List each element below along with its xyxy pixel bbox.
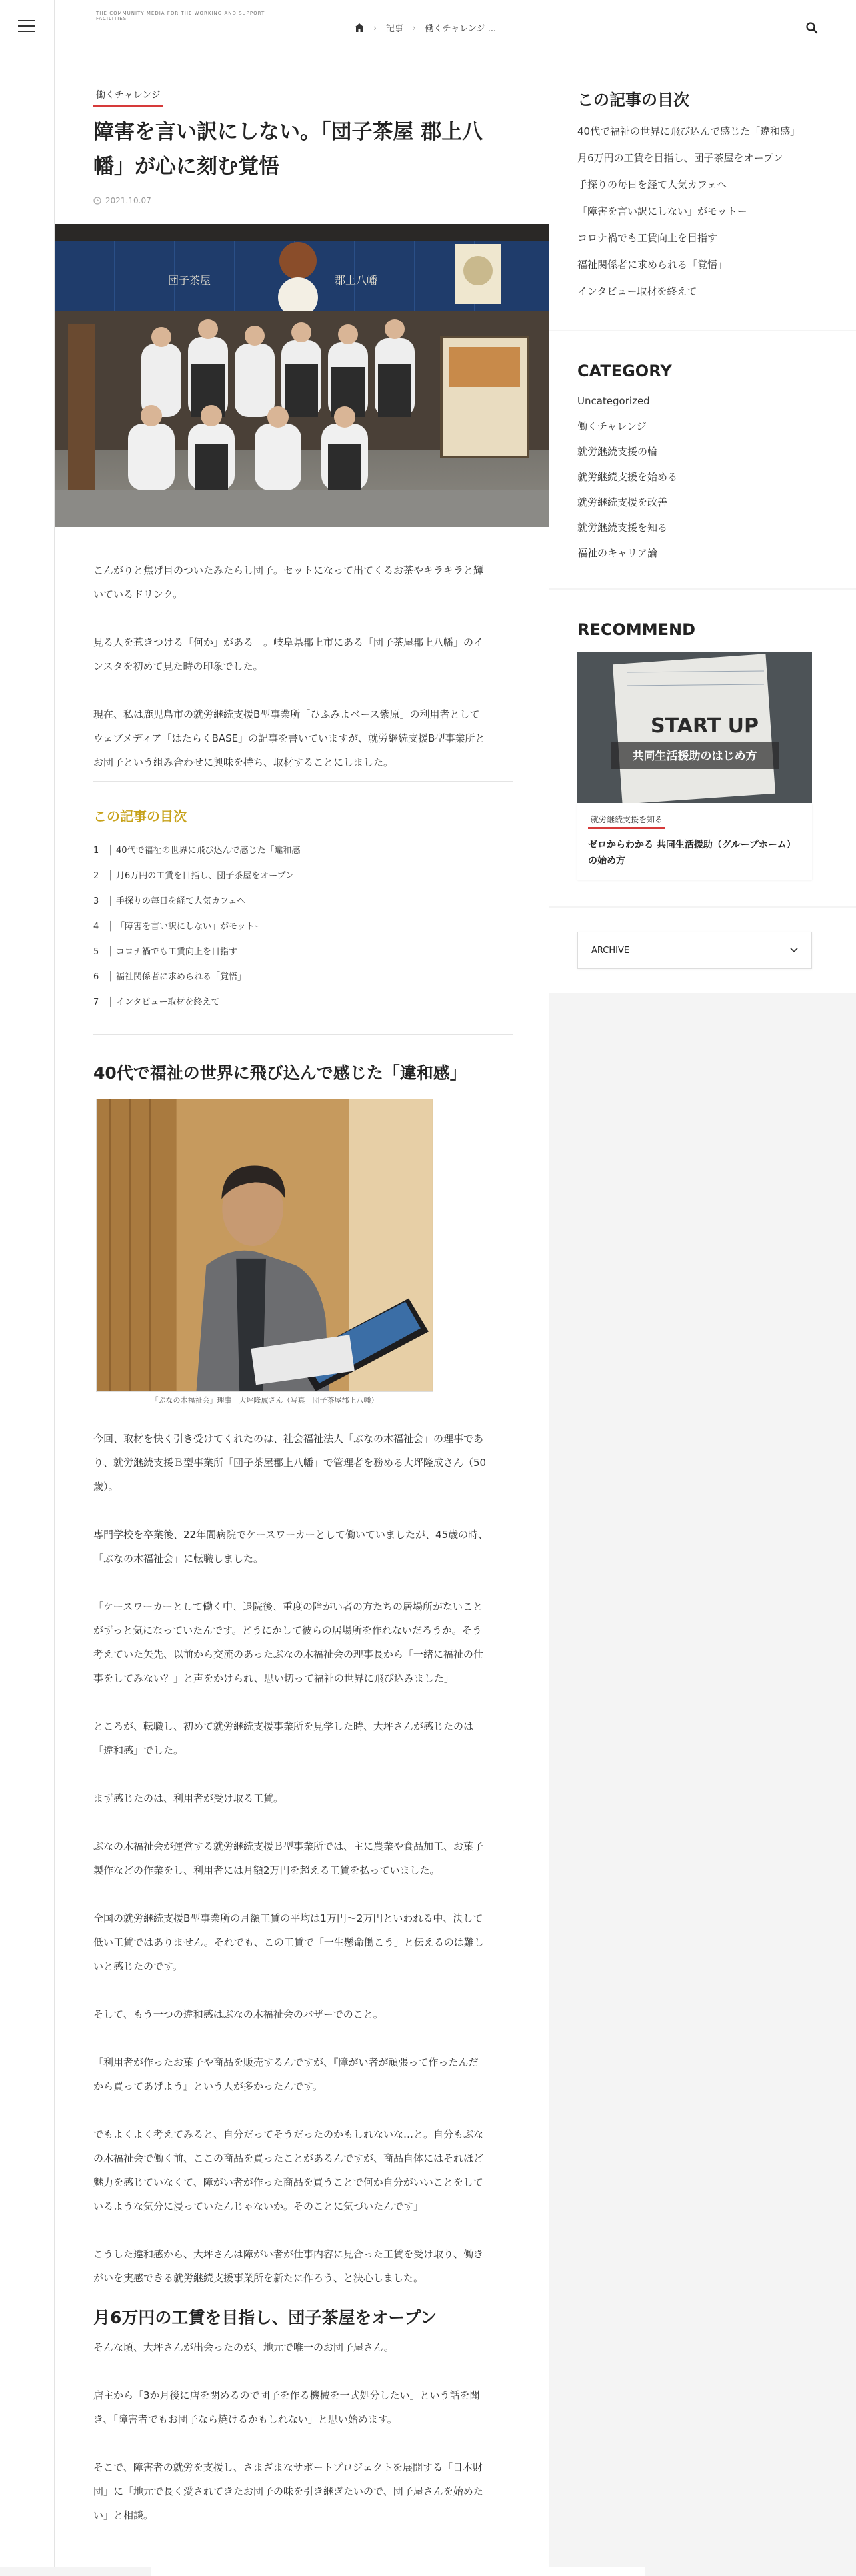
article-title: 障害を言い訳にしない。「団子茶屋 郡上八幡」が心に刻む覚悟 bbox=[93, 120, 483, 179]
toc-item[interactable]: 7 │ インタビュー取材を終えて bbox=[93, 997, 220, 1007]
sidebar-toc-item[interactable]: インタビュー取材を終えて bbox=[577, 285, 697, 297]
body-paragraph: 「利用者が作ったお菓子や商品を販売するんですが、『障がい者が頑張って作ったんだ から買ってあげよう』という人が多かったんです。 bbox=[93, 2056, 479, 2092]
intro-paragraph: 見る人を惹きつける「何か」がある－。岐阜県郡上市にある「団子茶屋郡上八幡」のイ ンスタを初めて見た時の印象でした。 bbox=[93, 636, 484, 672]
post-date bbox=[93, 196, 513, 205]
search-icon[interactable] bbox=[805, 21, 819, 35]
intro-paragraph: こんがりと焦げ目のついたみたらし団子。セットになって出てくるお茶やキラキラと輝 いているドリンク。 bbox=[93, 564, 484, 600]
main-content bbox=[55, 57, 549, 2567]
sidebar bbox=[549, 57, 856, 2567]
recommend-article-title[interactable]: ゼロからわかる 共同生活援助（グループホーム）の始め方 bbox=[588, 840, 796, 866]
table-of-contents bbox=[93, 781, 513, 1035]
body-paragraph: 今回、取材を快く引き受けてくれたのは、社会福祉法人「ぶなの木福祉会」の理事であ り、就労継続支援Ｂ型事業所「団子茶屋郡上八幡」で管理者を務める大坪隆成さん（50 歳）。 bbox=[93, 1433, 487, 1493]
toc-item[interactable]: 4 │ 「障害を言い訳にしない」がモットー bbox=[93, 922, 263, 932]
chevron-right-icon: › bbox=[412, 23, 416, 33]
post-date-text: 2021.10.07 bbox=[105, 196, 151, 205]
section-heading: 40代で福祉の世界に飛び込んで感じた「違和感」 bbox=[93, 1063, 467, 1083]
archive-label: ARCHIVE bbox=[591, 945, 630, 956]
section-heading: 月6万円の工賃を目指し、団子茶屋をオープン bbox=[93, 2308, 437, 2327]
body-paragraph: でもよくよく考えてみると、自分だってそうだったのかもしれないな…と。自分もぶな の木福祉会で働く前、ここの商品を買ったことがあるんですが、商品自体にはそれほど 魅力を感じていなくて、障がい者が作った商品を買うことで何か自分がいいことをして いるような気分に浸っていたんじゃないか。そのことに気づいたんです」 bbox=[93, 2128, 484, 2212]
toc-title: この記事の目次 bbox=[93, 808, 187, 824]
chevron-down-icon bbox=[790, 948, 798, 953]
sidebar-toc-item[interactable]: 40代で福祉の世界に飛び込んで感じた「違和感」 bbox=[577, 125, 801, 137]
sidebar-toc-item[interactable]: 福祉関係者に求められる「覚悟」 bbox=[577, 259, 728, 271]
sidebar-archive bbox=[549, 908, 856, 993]
category-item[interactable]: 就労継続支援を改善 bbox=[577, 496, 668, 508]
menu-icon[interactable] bbox=[18, 20, 35, 33]
category-item[interactable]: 働くチャレンジ bbox=[577, 420, 647, 432]
toc-item[interactable]: 1 │ 40代で福祉の世界に飛び込んで感じた「違和感」 bbox=[93, 846, 309, 856]
site-logo[interactable] bbox=[96, 9, 269, 47]
recommend-title: RECOMMEND bbox=[577, 620, 696, 639]
chevron-right-icon: › bbox=[373, 23, 377, 33]
shop-staff-photo bbox=[55, 224, 549, 527]
body-paragraph: 「ケースワーカーとして働く中、退院後、重度の障がい者の方たちの居場所がないこと がずっと気になっていたんです。どうにかして彼らの居場所を作れないだろうか。そう 考えていた矢先、以前から交流のあったぶなの木福祉会の理事長から「一緒に福祉の仕 事をしてみない？」と声をかけられ、思い切って福祉の世界に飛び込みました」 bbox=[93, 1601, 483, 1684]
toc-item[interactable]: 6 │ 福祉関係者に求められる「覚悟」 bbox=[93, 972, 246, 982]
body-paragraph: ぶなの木福祉会が運営する就労継続支援Ｂ型事業所では、主に農業や食品加工、お菓子 製作などの作業をし、利用者には月額2万円を超える工賃を払っていました。 bbox=[93, 1840, 484, 1876]
category-item[interactable]: Uncategorized bbox=[577, 395, 650, 407]
body-paragraph: こうした違和感から、大坪さんは障がい者が仕事内容に見合った工賃を受け取り、働き がいを実感できる就労継続支援事業所を新たに作ろう、と決心しました。 bbox=[93, 2248, 484, 2284]
category-item[interactable]: 就労継続支援を始める bbox=[577, 471, 678, 483]
toc-item[interactable]: 2 │ 月6万円の工賃を目指し、団子茶屋をオープン bbox=[93, 871, 295, 881]
home-icon[interactable] bbox=[355, 23, 364, 32]
sidebar-category bbox=[549, 331, 856, 588]
recommend-image bbox=[577, 652, 812, 803]
category-item[interactable]: 福祉のキャリア論 bbox=[577, 547, 658, 559]
recommend-category[interactable]: 就労継続支援を知る bbox=[588, 814, 665, 829]
body-paragraph: そして、もう一つの違和感はぶなの木福祉会のバザーでのこと。 bbox=[93, 2008, 383, 2020]
article-header bbox=[93, 88, 513, 205]
figure bbox=[96, 1099, 433, 1408]
article-body bbox=[93, 558, 513, 2551]
toc-item[interactable]: 5 │ コロナ禍でも工賃向上を目指す bbox=[93, 947, 237, 957]
noren-right-text: 郡上八幡 bbox=[335, 274, 378, 287]
category-link[interactable]: 働くチャレンジ bbox=[93, 88, 163, 107]
category-item[interactable]: 就労継続支援を知る bbox=[577, 522, 668, 534]
header bbox=[55, 0, 856, 57]
hero-image bbox=[55, 224, 549, 527]
interview-photo bbox=[96, 1099, 433, 1392]
body-paragraph: 店主から「3か月後に店を閉めるので団子を作る機械を一式処分したい」という話を聞 き、「障害者でもお団子なら焼けるかもしれない」と思い始めます。 bbox=[93, 2389, 480, 2425]
intro-paragraph: 現在、私は鹿児島市の就労継続支援B型事業所「ひふみよベース紫原」の利用者として ウェブメディア「はたらくBASE」の記事を書いていますが、就労継続支援B型事業所と お団子という組み合わせに興味を持ち、取材することにしました。 bbox=[93, 708, 485, 768]
category-item[interactable]: 就労継続支援の輪 bbox=[577, 446, 658, 458]
noren-left-text: 団子茶屋 bbox=[168, 274, 211, 287]
logo-tagline: THE COMMUNITY MEDIA FOR THE WORKING AND SUPPORT FACILITIES bbox=[96, 11, 265, 21]
left-rail bbox=[0, 0, 55, 2567]
breadcrumb-item[interactable]: 働くチャレンジ ... bbox=[425, 24, 497, 34]
body-paragraph: ところが、転職し、初めて就労継続支援事業所を見学した時、大坪さんが感じたのは 「違和感」でした。 bbox=[93, 1720, 474, 1756]
sidebar-toc bbox=[549, 57, 856, 330]
figure-caption: 「ぶなの木福祉会」理事 大坪隆成さん（写真＝団子茶屋郡上八幡） bbox=[151, 1396, 379, 1405]
archive-dropdown[interactable] bbox=[577, 932, 812, 969]
body-paragraph: 専門学校を卒業後、22年間病院でケースワーカーとして働いていましたが、45歳の時、 「ぶなの木福祉会」に転職しました。 bbox=[93, 1529, 489, 1565]
recommend-card[interactable] bbox=[577, 652, 828, 880]
recommend-image-caption: 共同生活援助のはじめ方 bbox=[632, 750, 757, 763]
breadcrumb bbox=[355, 21, 496, 34]
sidebar-recommend bbox=[549, 590, 856, 906]
clock-icon bbox=[93, 197, 101, 205]
body-paragraph: まず感じたのは、利用者が受け取る工賃。 bbox=[93, 1792, 284, 1804]
category-title: CATEGORY bbox=[577, 362, 672, 380]
breadcrumb-item[interactable]: 記事 bbox=[385, 24, 403, 34]
sidebar-toc-title: この記事の目次 bbox=[577, 91, 689, 109]
sidebar-toc-item[interactable]: コロナ禍でも工賃向上を目指す bbox=[577, 232, 718, 244]
sidebar-toc-item[interactable]: 月6万円の工賃を目指し、団子茶屋をオープン bbox=[577, 152, 783, 164]
body-paragraph: 全国の就労継続支援B型事業所の月額工賃の平均は1万円〜2万円といわれる中、決して 低い工賃ではありません。それでも、この工賃で「一生懸命働こう」と伝えるのは難し いと感じたのです。 bbox=[93, 1912, 484, 1972]
body-paragraph: そこで、障害者の就労を支援し、さまざまなサポートプロジェクトを展開する「日本財 団」に「地元で長く愛されてきたお団子の味を引き継ぎたいので、団子屋さんを始めた い」と相談。 bbox=[93, 2461, 483, 2521]
sidebar-toc-item[interactable]: 「障害を言い訳にしない」がモットー bbox=[577, 205, 747, 217]
toc-item[interactable]: 3 │ 手探りの毎日を経て人気カフェへ bbox=[93, 896, 246, 906]
sidebar-toc-item[interactable]: 手探りの毎日を経て人気カフェへ bbox=[577, 179, 727, 191]
body-paragraph: そんな頃、大坪さんが出会ったのが、地元で唯一のお団子屋さん。 bbox=[93, 2341, 394, 2353]
recommend-image-word: START UP bbox=[651, 714, 759, 738]
